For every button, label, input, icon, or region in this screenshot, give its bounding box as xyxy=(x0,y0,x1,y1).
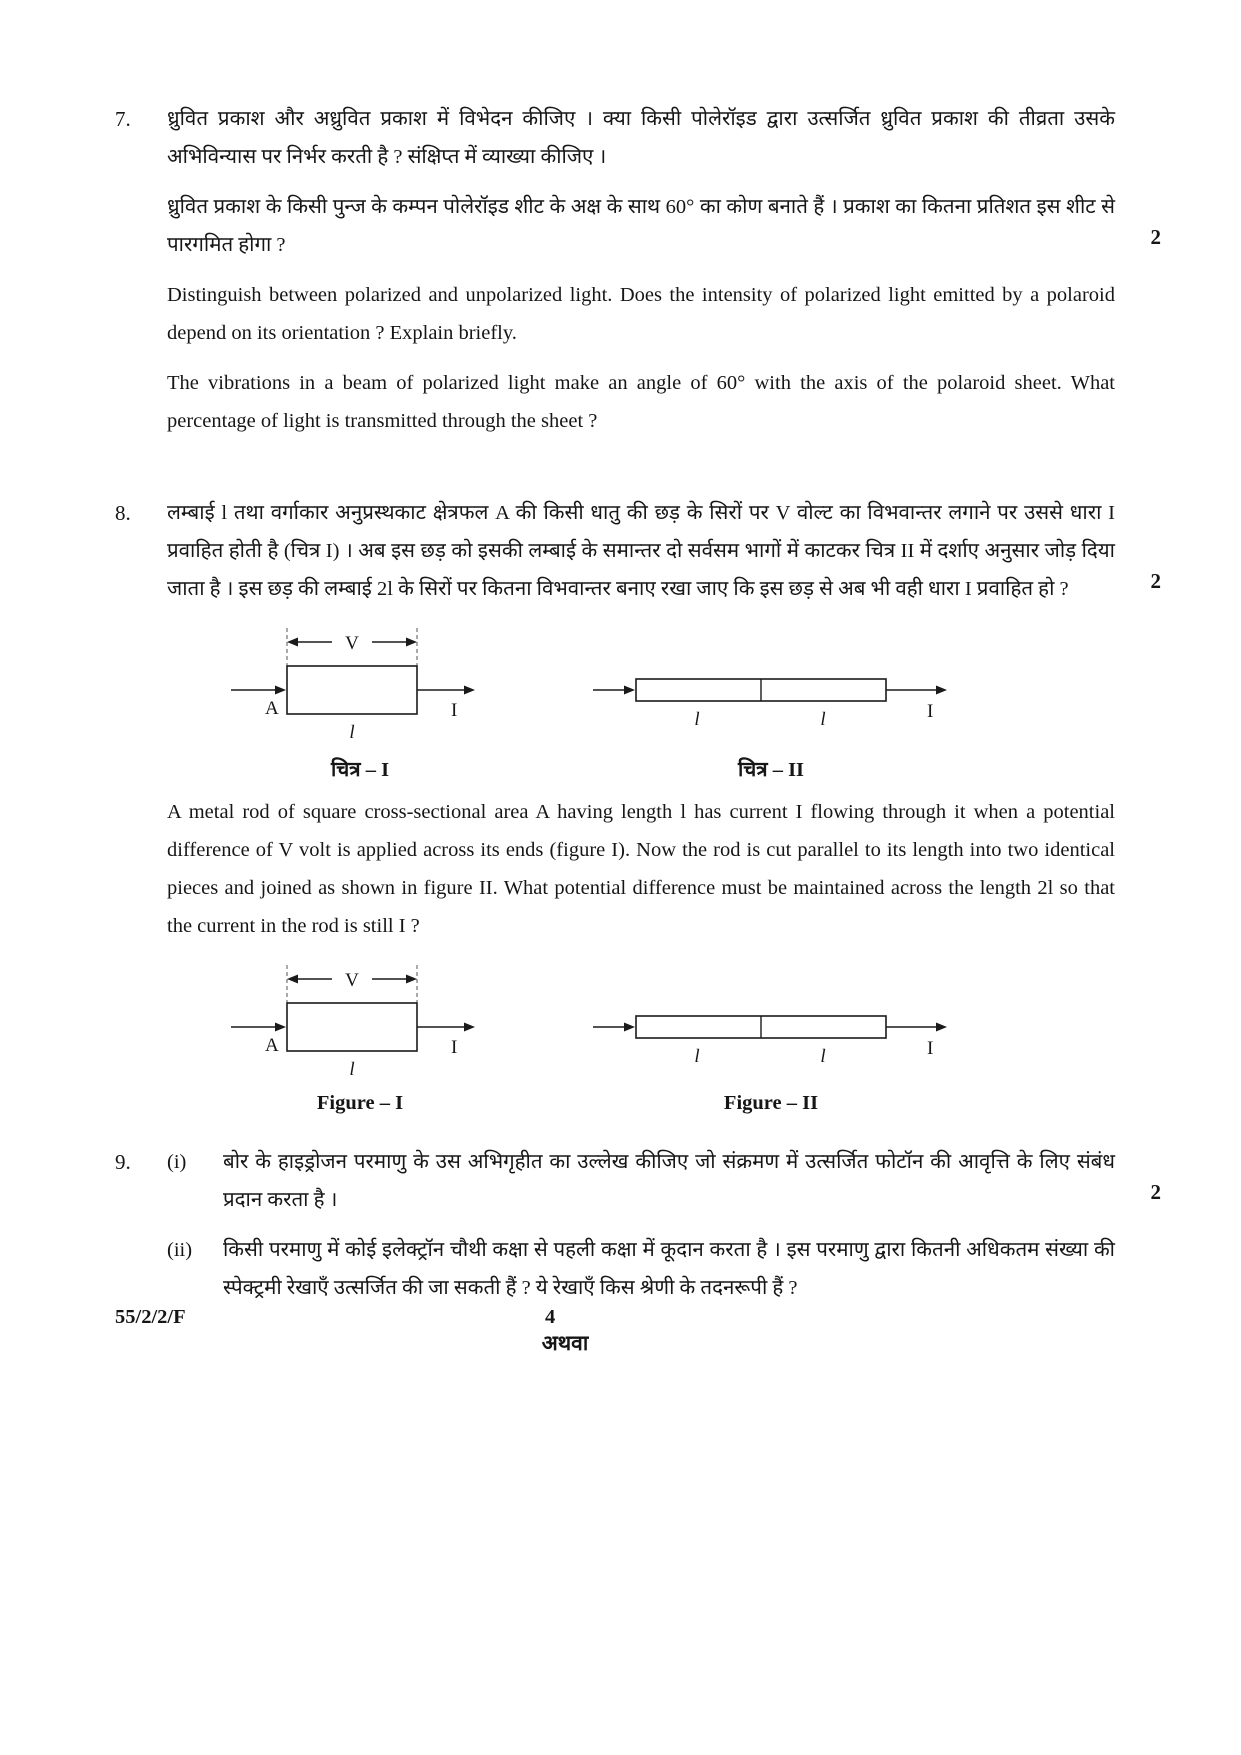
area-label: A xyxy=(265,1035,279,1056)
length-label: l xyxy=(349,722,355,743)
q9-part-i-text: बोर के हाइड्रोजन परमाणु के उस अभिगृहीत का उल्लेख कीजिए जो संक्रमण में उत्सर्जित फोटॉन की आवृत्ति के लिए संबंध प्रदान करता है । xyxy=(223,1151,1115,1211)
current-out-arrowhead xyxy=(464,1023,475,1032)
length-label-left: l xyxy=(694,1046,700,1067)
figure-set-hindi xyxy=(167,622,1161,783)
rod-body xyxy=(287,1003,417,1051)
paper-code: 55/2/2/F xyxy=(115,1306,186,1328)
v-arrowhead-right xyxy=(406,975,417,984)
v-arrowhead-left xyxy=(287,975,298,984)
current-label: I xyxy=(451,700,458,721)
q9-marks: 2 xyxy=(1150,1180,1161,1204)
figure-2-hindi xyxy=(591,622,951,783)
question-7 xyxy=(115,100,1161,452)
figure-1-hindi xyxy=(225,622,495,783)
q7-hindi-paragraph-2: ध्रुवित प्रकाश के किसी पुन्ज के कम्पन पोलेरॉइड शीट के अक्ष के साथ 60° का कोण बनाते हैं । प्रकाश का कितना प्रतिशत इस शीट से पारगमित होगा ? xyxy=(167,196,1115,256)
q7-marks: 2 xyxy=(1150,225,1161,249)
q9-part-i-label: (i) xyxy=(167,1151,187,1173)
rod-diagram-single xyxy=(225,959,495,1085)
v-arrowhead-right xyxy=(406,638,417,647)
q9-paragraph-with-marks xyxy=(223,1143,1161,1219)
question-7-body xyxy=(167,100,1161,452)
current-in-arrowhead xyxy=(275,1023,286,1032)
q9-part-ii-label: (ii) xyxy=(167,1239,193,1261)
q7-paragraph-with-marks xyxy=(167,188,1161,264)
figure-set-english xyxy=(167,959,1161,1115)
q8-marks: 2 xyxy=(1150,569,1161,593)
question-8-body xyxy=(167,494,1161,1125)
page-footer xyxy=(115,1306,1161,1329)
current-label: I xyxy=(927,701,934,722)
q9-part-i-body xyxy=(223,1143,1161,1231)
question-9-part-i xyxy=(167,1143,1161,1231)
question-8-number: 8. xyxy=(115,501,131,525)
voltage-label: V xyxy=(345,633,359,654)
current-in-arrowhead xyxy=(624,1023,635,1032)
page-number: 4 xyxy=(545,1306,556,1328)
q7-hindi-paragraph-1: ध्रुवित प्रकाश और अध्रुवित प्रकाश में विभेदन कीजिए । क्या किसी पोलेरॉइड द्वारा उत्सर्जित ध्रुवित प्रकाश की तीव्रता उसके अभिविन्यास पर निर्भर करती है ? संक्षिप्त में व्याख्या कीजिए । xyxy=(167,108,1115,168)
question-9 xyxy=(115,1143,1161,1319)
q8-paragraph-with-marks xyxy=(167,494,1161,608)
length-label-right: l xyxy=(820,1046,826,1067)
figure-2-hindi-caption: चित्र – II xyxy=(737,759,805,781)
figure-1-hindi-caption: चित्र – I xyxy=(330,759,390,781)
length-label: l xyxy=(349,1059,355,1080)
q7-english-paragraph-1: Distinguish between polarized and unpolarized light. Does the intensity of polarized light emitted by a polaroid depend on its orientation ? Explain briefly. xyxy=(167,284,1115,344)
q8-english-paragraph: A metal rod of square cross-sectional area A having length l has current I flowing through it when a potential difference of V volt is applied across its ends (figure I). Now the rod is cut parallel to its length into two identical pieces and joined as shown in figure II. What potential difference must be maintained across the length 2l so that the current in the rod is still I ? xyxy=(167,801,1115,937)
current-out-arrowhead xyxy=(936,686,947,695)
q9-part-ii-text: किसी परमाणु में कोई इलेक्ट्रॉन चौथी कक्षा से पहली कक्षा में कूदान करता है । इस परमाणु द्वारा कितनी अधिकतम संख्या की स्पेक्ट्रमी रेखाएँ उत्सर्जित की जा सकती हैं ? ये रेखाएँ किस श्रेणी के तदनरूपी हैं ? xyxy=(223,1239,1115,1299)
page-content xyxy=(115,100,1161,1357)
current-out-arrowhead xyxy=(464,686,475,695)
length-label-right: l xyxy=(820,709,826,730)
current-in-arrowhead xyxy=(624,686,635,695)
question-7-number: 7. xyxy=(115,107,131,131)
current-in-arrowhead xyxy=(275,686,286,695)
rod-diagram-double xyxy=(591,622,951,748)
question-9-body xyxy=(167,1143,1161,1319)
question-9-number: 9. xyxy=(115,1150,131,1174)
rod-diagram-single xyxy=(225,622,495,748)
voltage-label: V xyxy=(345,970,359,991)
area-label: A xyxy=(265,698,279,719)
figure-1-english xyxy=(225,959,495,1115)
rod-diagram-double xyxy=(591,959,951,1085)
figure-1-english-caption: Figure – I xyxy=(316,1092,404,1114)
rod-body xyxy=(287,666,417,714)
current-label: I xyxy=(927,1038,934,1059)
q7-english-paragraph-2: The vibrations in a beam of polarized light make an angle of 60° with the axis of the polaroid sheet. What percentage of light is transmitted through the sheet ? xyxy=(167,372,1115,432)
v-arrowhead-left xyxy=(287,638,298,647)
figure-2-english xyxy=(591,959,951,1115)
figure-2-english-caption: Figure – II xyxy=(723,1092,819,1114)
current-label: I xyxy=(451,1037,458,1058)
question-8 xyxy=(115,494,1161,1125)
or-separator-label: अथवा xyxy=(541,1331,589,1355)
current-out-arrowhead xyxy=(936,1023,947,1032)
q8-hindi-paragraph: लम्बाई l तथा वर्गाकार अनुप्रस्थकाट क्षेत्रफल A की किसी धातु की छड़ के सिरों पर V वोल्ट का विभवान्तर लगाने पर उससे धारा I प्रवाहित होती है (चित्र I) । अब इस छड़ को इसकी लम्बाई के समान्तर दो सर्वसम भागों में काटकर चित्र II में दर्शाए अनुसार जोड़ दिया जाता है । इस छड़ की लम्बाई 2l के सिरों पर कितना विभवान्तर बनाए रखा जाए कि इस छड़ से अब भी वही धारा I प्रवाहित हो ? xyxy=(167,502,1115,600)
length-label-left: l xyxy=(694,709,700,730)
